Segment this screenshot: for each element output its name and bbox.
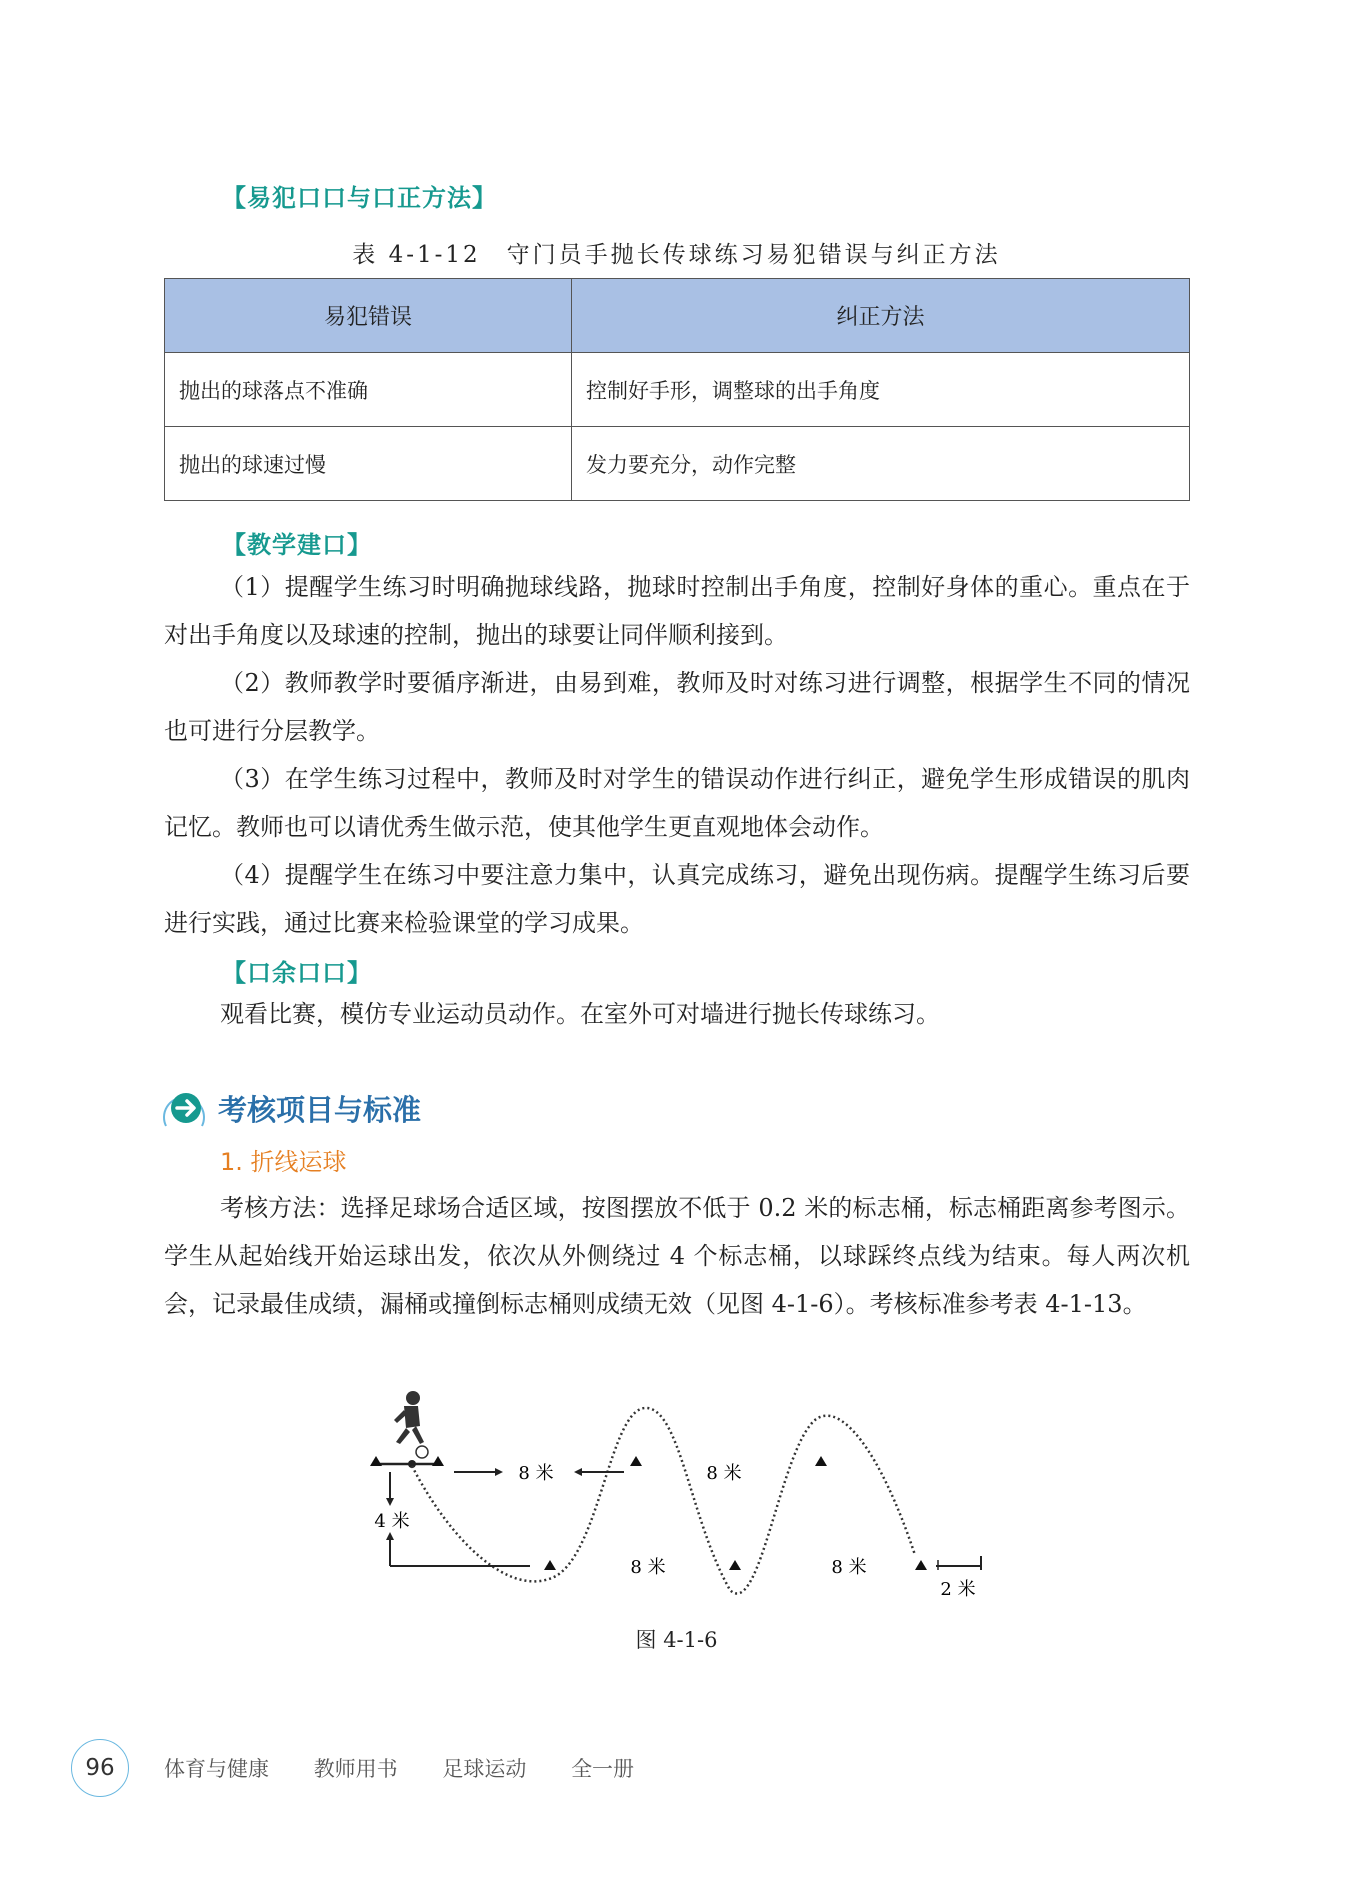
table-header-row [165,279,1190,353]
assessment-body [164,1184,1190,1328]
dribbling-course-diagram [360,1390,1000,1630]
assessment-title: 考核项目与标准 [218,1093,422,1127]
distance-label: 2 米 [940,1579,976,1600]
paragraph: 观看比赛，模仿专业运动员动作。在室外可对墙进行抛长传球练习。 [220,1000,940,1028]
assessment-subtitle: 1. 折线运球 [220,1148,347,1176]
footer-volume: 全一册 [571,1757,635,1781]
footer-topic: 足球运动 [442,1757,527,1781]
mistakes-table [164,278,1190,501]
distance-label: 8 米 [630,1557,666,1578]
paragraph: （4）提醒学生在练习中要注意力集中，认真完成练习，避免出现伤病。提醒学生练习后要进行实践，通过比赛来检验课堂的学习成果。 [164,861,1190,937]
footer-book-info [164,1753,654,1783]
section-heading-mistakes: 【易犯口口与口正方法】 [222,184,497,212]
paragraph: （3）在学生练习过程中，教师及时对学生的错误动作进行纠正，避免学生形成错误的肌肉记忆。教师也可以请优秀生做示范，使其他学生更直观地体会动作。 [164,765,1190,841]
footer-type: 教师用书 [313,1757,398,1781]
page-number: 96 [71,1739,129,1797]
paragraph: 考核方法：选择足球场合适区域，按图摆放不低于 0.2 米的标志桶，标志桶距离参考图示。学生从起始线开始运球出发，依次从外侧绕过 4 个标志桶，以球踩终点线为结束。每人两次机会，记录最佳成绩，漏桶或撞倒标志桶则成绩无效（见图 4-1-6）。考核标准参考表 4-1-13。 [164,1194,1190,1318]
table-header-cell: 纠正方法 [572,279,1190,353]
arrow-circle-icon [162,1086,212,1130]
cone-icon [815,1456,827,1466]
distance-label: 8 米 [706,1463,742,1484]
cone-icon [544,1560,556,1570]
figure-caption: 图 4-1-6 [635,1628,718,1652]
table-cell: 抛出的球落点不准确 [165,353,572,427]
cone-icon [370,1456,382,1466]
section-heading-suggestions: 【教学建口】 [222,531,372,559]
paragraph: （1）提醒学生练习时明确抛球线路，抛球时控制出手角度，控制好身体的重心。重点在于对出手角度以及球速的控制，抛出的球要让同伴顺利接到。 [164,573,1190,649]
table-row [165,353,1190,427]
distance-label: 8 米 [518,1463,554,1484]
cones [370,1456,927,1570]
paragraph: （2）教师教学时要循序渐进，由易到难，教师及时对练习进行调整，根据学生不同的情况也可进行分层教学。 [164,669,1190,745]
table-row [165,427,1190,501]
distance-label: 4 米 [374,1511,410,1532]
player-icon [394,1391,424,1444]
cone-icon [915,1560,927,1570]
footer-book: 体育与健康 [164,1757,269,1781]
section-heading-extracurricular: 【口余口口】 [222,959,372,987]
cone-icon [630,1456,642,1466]
distance-label: 8 米 [831,1557,867,1578]
table-caption: 表 4-1-12 守门员手抛长传球练习易犯错误与纠正方法 [352,242,1001,268]
table-cell: 发力要充分，动作完整 [572,427,1190,501]
extracurricular-body [164,990,1190,1038]
cone-icon [729,1560,741,1570]
table-cell: 抛出的球速过慢 [165,427,572,501]
table-cell: 控制好手形，调整球的出手角度 [572,353,1190,427]
table-header-cell: 易犯错误 [165,279,572,353]
cone-icon [432,1456,444,1466]
ball-icon [416,1446,428,1458]
suggestions-body [164,563,1190,947]
